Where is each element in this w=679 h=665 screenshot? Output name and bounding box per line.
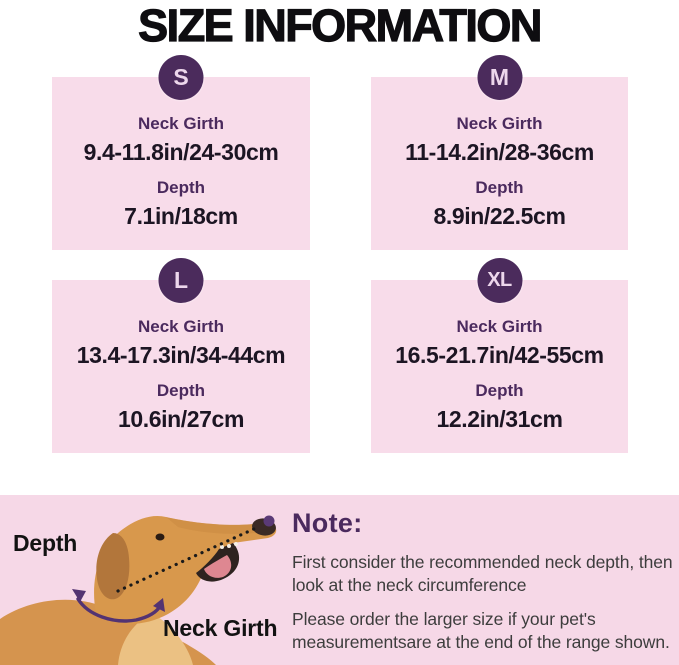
- depth-value: 12.2in/31cm: [436, 406, 563, 432]
- depth-value: 8.9in/22.5cm: [433, 203, 566, 229]
- neck-girth-annotation-label: Neck Girth: [163, 615, 278, 641]
- depth-annotation-label: Depth: [13, 530, 78, 556]
- neck-girth-value: 13.4-17.3in/34-44cm: [76, 342, 286, 368]
- size-card-xl: [371, 269, 628, 453]
- size-card-m: [371, 64, 628, 250]
- note-paragraph-2: Please order the larger size if your pet's measurementsare at the end of the range shown.: [292, 609, 670, 652]
- size-badge-l: L: [159, 258, 204, 303]
- depth-value: 10.6in/27cm: [117, 406, 245, 432]
- footer-note-strip: [0, 495, 679, 665]
- size-badge-s: S: [159, 55, 204, 100]
- note-heading: Note:: [292, 508, 363, 538]
- note-section: [292, 507, 674, 654]
- page-title: SIZE INFORMATION: [138, 0, 541, 51]
- depth-label: Depth: [156, 178, 206, 197]
- size-badge-m: M: [477, 55, 522, 100]
- neck-girth-value: 16.5-21.7in/42-55cm: [395, 342, 604, 368]
- neck-girth-value: 9.4-11.8in/24-30cm: [83, 139, 279, 165]
- depth-label: Depth: [156, 381, 206, 400]
- neck-girth-label: Neck Girth: [138, 114, 224, 133]
- size-grid: [52, 64, 628, 453]
- size-badge-xl: XL: [477, 258, 522, 303]
- size-card-l: [52, 267, 310, 453]
- neck-girth-label: Neck Girth: [456, 317, 543, 336]
- nose-marker-icon: [264, 516, 275, 527]
- note-paragraph-1: First consider the recommended neck depth, then look at the neck circumference: [292, 552, 673, 595]
- neck-girth-value: 11-14.2in/28-36cm: [405, 139, 594, 165]
- size-card-s: [52, 64, 310, 250]
- neck-girth-label: Neck Girth: [138, 317, 224, 336]
- neck-girth-label: Neck Girth: [456, 114, 543, 133]
- depth-label: Depth: [475, 178, 524, 197]
- dog-measurement-diagram: [0, 495, 290, 665]
- depth-value: 7.1in/18cm: [124, 203, 238, 229]
- depth-label: Depth: [475, 381, 524, 400]
